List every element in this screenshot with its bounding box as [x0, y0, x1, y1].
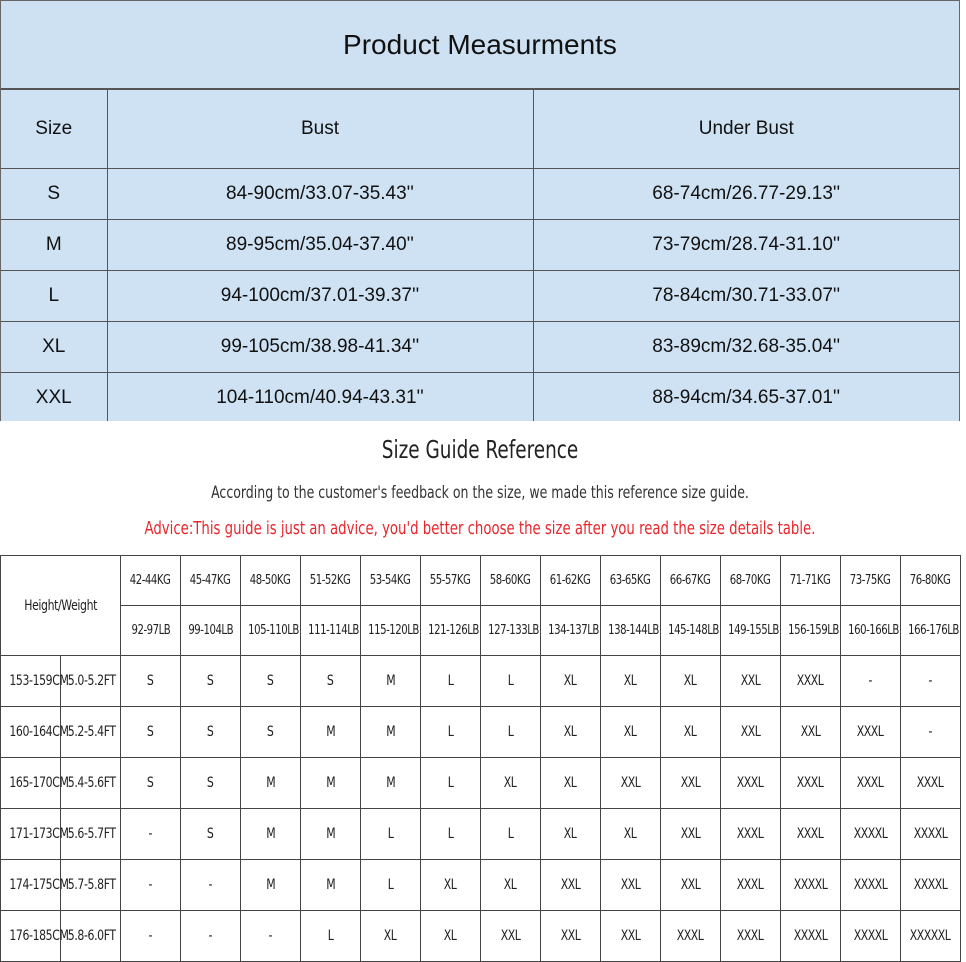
- size-cell: XL: [541, 656, 601, 707]
- size-cell: XL: [421, 911, 481, 962]
- size-guide-advice: Advice:This guide is just an advice, you'd better choose the size after you read the size details table.: [144, 518, 816, 539]
- product-measurements-section: [0, 0, 960, 421]
- under-bust-cell: 88-94cm/34.65-37.01'': [533, 373, 959, 424]
- weight-lb-header: 134-137LB: [541, 606, 601, 656]
- weight-kg-header: 76-80KG: [901, 556, 961, 606]
- height-weight-label: Height/Weight: [1, 556, 121, 656]
- height-cm-cell: 171-173CM: [1, 809, 61, 860]
- size-cell: XXL: [1, 373, 107, 424]
- measurements-table: [1, 89, 959, 424]
- height-ft-cell: 5.4-5.6FT: [61, 758, 121, 809]
- bust-cell: 84-90cm/33.07-35.43'': [107, 169, 533, 220]
- size-cell: L: [301, 911, 361, 962]
- under-bust-cell: 78-84cm/30.71-33.07'': [533, 271, 959, 322]
- size-cell: XXXL: [721, 809, 781, 860]
- weight-kg-header: 66-67KG: [661, 556, 721, 606]
- bust-cell: 104-110cm/40.94-43.31'': [107, 373, 533, 424]
- table-row: [1, 220, 959, 271]
- header-size: Size: [1, 90, 107, 169]
- height-cm-cell: 160-164CM: [1, 707, 61, 758]
- table-row: [1, 809, 961, 860]
- height-ft-cell: 5.0-5.2FT: [61, 656, 121, 707]
- size-guide-section: [0, 421, 960, 960]
- height-cm-cell: 153-159CM: [1, 656, 61, 707]
- height-cm-cell: 174-175CM: [1, 860, 61, 911]
- size-cell: XL: [361, 911, 421, 962]
- size-cell: M: [241, 809, 301, 860]
- size-cell: S: [301, 656, 361, 707]
- size-cell: XXL: [601, 758, 661, 809]
- size-guide-title: Size Guide Reference: [381, 435, 579, 464]
- size-cell: XL: [601, 707, 661, 758]
- weight-kg-header: 42-44KG: [121, 556, 181, 606]
- size-cell: S: [181, 656, 241, 707]
- size-cell: L: [481, 656, 541, 707]
- size-cell: XXL: [601, 911, 661, 962]
- size-cell: S: [241, 656, 301, 707]
- size-cell: XL: [1, 322, 107, 373]
- size-cell: XXXL: [901, 758, 961, 809]
- size-cell: XL: [601, 656, 661, 707]
- size-cell: XXXL: [721, 860, 781, 911]
- weight-lb-header: 160-166LB: [841, 606, 901, 656]
- size-cell: XL: [541, 809, 601, 860]
- size-cell: XXXL: [781, 758, 841, 809]
- weight-lb-header: 138-144LB: [601, 606, 661, 656]
- measurements-title: Product Measurments: [1, 1, 959, 89]
- size-cell: L: [1, 271, 107, 322]
- bust-cell: 94-100cm/37.01-39.37'': [107, 271, 533, 322]
- size-cell: XL: [481, 860, 541, 911]
- size-cell: L: [421, 656, 481, 707]
- size-cell: S: [121, 656, 181, 707]
- size-cell: XXL: [541, 860, 601, 911]
- size-cell: XXXL: [661, 911, 721, 962]
- size-cell: XXL: [781, 707, 841, 758]
- height-ft-cell: 5.8-6.0FT: [61, 911, 121, 962]
- size-guide-subtitle: According to the customer's feedback on the size, we made this reference size guide.: [211, 483, 749, 503]
- size-cell: S: [241, 707, 301, 758]
- size-cell: XXXL: [781, 656, 841, 707]
- size-cell: L: [421, 809, 481, 860]
- weight-lb-header: 115-120LB: [361, 606, 421, 656]
- size-cell: XXXXL: [901, 809, 961, 860]
- size-cell: -: [121, 809, 181, 860]
- weight-kg-header: 68-70KG: [721, 556, 781, 606]
- size-cell: XL: [481, 758, 541, 809]
- size-cell: -: [241, 911, 301, 962]
- size-cell: XXL: [541, 911, 601, 962]
- size-cell: S: [121, 758, 181, 809]
- table-row: [1, 271, 959, 322]
- size-cell: -: [841, 656, 901, 707]
- size-cell: XXXXL: [841, 860, 901, 911]
- size-cell: XL: [421, 860, 481, 911]
- size-cell: S: [121, 707, 181, 758]
- table-row: [1, 373, 959, 424]
- size-cell: S: [181, 758, 241, 809]
- size-cell: L: [361, 809, 421, 860]
- table-row: [1, 322, 959, 373]
- table-row: [1, 656, 961, 707]
- height-cm-cell: 176-185CM: [1, 911, 61, 962]
- size-cell: M: [301, 809, 361, 860]
- size-cell: XXL: [661, 860, 721, 911]
- size-cell: XXXL: [721, 758, 781, 809]
- size-cell: M: [301, 860, 361, 911]
- size-cell: -: [901, 707, 961, 758]
- under-bust-cell: 73-79cm/28.74-31.10'': [533, 220, 959, 271]
- weight-lb-header: 127-133LB: [481, 606, 541, 656]
- height-ft-cell: 5.6-5.7FT: [61, 809, 121, 860]
- size-cell: S: [181, 809, 241, 860]
- size-cell: XXL: [721, 656, 781, 707]
- weight-lb-header: 111-114LB: [301, 606, 361, 656]
- size-cell: XXXL: [841, 758, 901, 809]
- size-cell: XL: [541, 758, 601, 809]
- height-ft-cell: 5.7-5.8FT: [61, 860, 121, 911]
- size-cell: M: [301, 758, 361, 809]
- size-cell: L: [481, 809, 541, 860]
- weight-kg-header: 71-71KG: [781, 556, 841, 606]
- weight-lb-header: 121-126LB: [421, 606, 481, 656]
- size-cell: XXL: [721, 707, 781, 758]
- size-cell: XXL: [661, 809, 721, 860]
- size-cell: XL: [541, 707, 601, 758]
- weight-lb-header: 149-155LB: [721, 606, 781, 656]
- size-cell: -: [181, 860, 241, 911]
- size-cell: M: [361, 758, 421, 809]
- size-cell: XL: [661, 707, 721, 758]
- header-bust: Bust: [107, 90, 533, 169]
- size-cell: XXXXL: [781, 860, 841, 911]
- size-cell: XXXL: [721, 911, 781, 962]
- under-bust-cell: 83-89cm/32.68-35.04'': [533, 322, 959, 373]
- size-cell: L: [421, 758, 481, 809]
- size-cell: XXL: [601, 860, 661, 911]
- table-row: [1, 169, 959, 220]
- size-cell: L: [361, 860, 421, 911]
- weight-kg-header: 55-57KG: [421, 556, 481, 606]
- bust-cell: 99-105cm/38.98-41.34'': [107, 322, 533, 373]
- size-cell: XXL: [661, 758, 721, 809]
- size-guide-table: [0, 555, 961, 962]
- table-row: [1, 758, 961, 809]
- weight-lb-header: 99-104LB: [181, 606, 241, 656]
- weight-kg-header: 73-75KG: [841, 556, 901, 606]
- size-cell: -: [121, 860, 181, 911]
- table-row: [1, 707, 961, 758]
- size-cell: -: [901, 656, 961, 707]
- size-cell: XXXXL: [841, 809, 901, 860]
- size-cell: -: [181, 911, 241, 962]
- size-cell: XXL: [481, 911, 541, 962]
- table-row: [1, 911, 961, 962]
- weight-kg-header: 48-50KG: [241, 556, 301, 606]
- size-cell: M: [361, 707, 421, 758]
- size-cell: XL: [661, 656, 721, 707]
- weight-kg-header: 45-47KG: [181, 556, 241, 606]
- size-cell: XL: [601, 809, 661, 860]
- weight-lb-header: 166-176LB: [901, 606, 961, 656]
- weight-kg-row: [1, 556, 961, 606]
- size-cell: XXXXXL: [901, 911, 961, 962]
- size-cell: S: [181, 707, 241, 758]
- weight-lb-header: 92-97LB: [121, 606, 181, 656]
- size-cell: S: [1, 169, 107, 220]
- size-cell: XXXXL: [841, 911, 901, 962]
- height-ft-cell: 5.2-5.4FT: [61, 707, 121, 758]
- weight-lb-header: 156-159LB: [781, 606, 841, 656]
- measurements-header-row: [1, 90, 959, 169]
- header-under-bust: Under Bust: [533, 90, 959, 169]
- size-cell: M: [241, 758, 301, 809]
- size-cell: XXXXL: [901, 860, 961, 911]
- table-row: [1, 860, 961, 911]
- bust-cell: 89-95cm/35.04-37.40'': [107, 220, 533, 271]
- weight-kg-header: 53-54KG: [361, 556, 421, 606]
- size-cell: XXXL: [781, 809, 841, 860]
- size-cell: M: [1, 220, 107, 271]
- size-guide-header: [0, 421, 960, 555]
- size-cell: -: [121, 911, 181, 962]
- weight-kg-header: 61-62KG: [541, 556, 601, 606]
- weight-lb-header: 145-148LB: [661, 606, 721, 656]
- size-cell: M: [361, 656, 421, 707]
- size-cell: L: [421, 707, 481, 758]
- weight-lb-row: [1, 606, 961, 656]
- size-cell: XXXL: [841, 707, 901, 758]
- size-cell: M: [241, 860, 301, 911]
- weight-kg-header: 58-60KG: [481, 556, 541, 606]
- height-cm-cell: 165-170CM: [1, 758, 61, 809]
- size-cell: M: [301, 707, 361, 758]
- under-bust-cell: 68-74cm/26.77-29.13'': [533, 169, 959, 220]
- weight-kg-header: 51-52KG: [301, 556, 361, 606]
- weight-lb-header: 105-110LB: [241, 606, 301, 656]
- weight-kg-header: 63-65KG: [601, 556, 661, 606]
- size-cell: XXXXL: [781, 911, 841, 962]
- size-cell: L: [481, 707, 541, 758]
